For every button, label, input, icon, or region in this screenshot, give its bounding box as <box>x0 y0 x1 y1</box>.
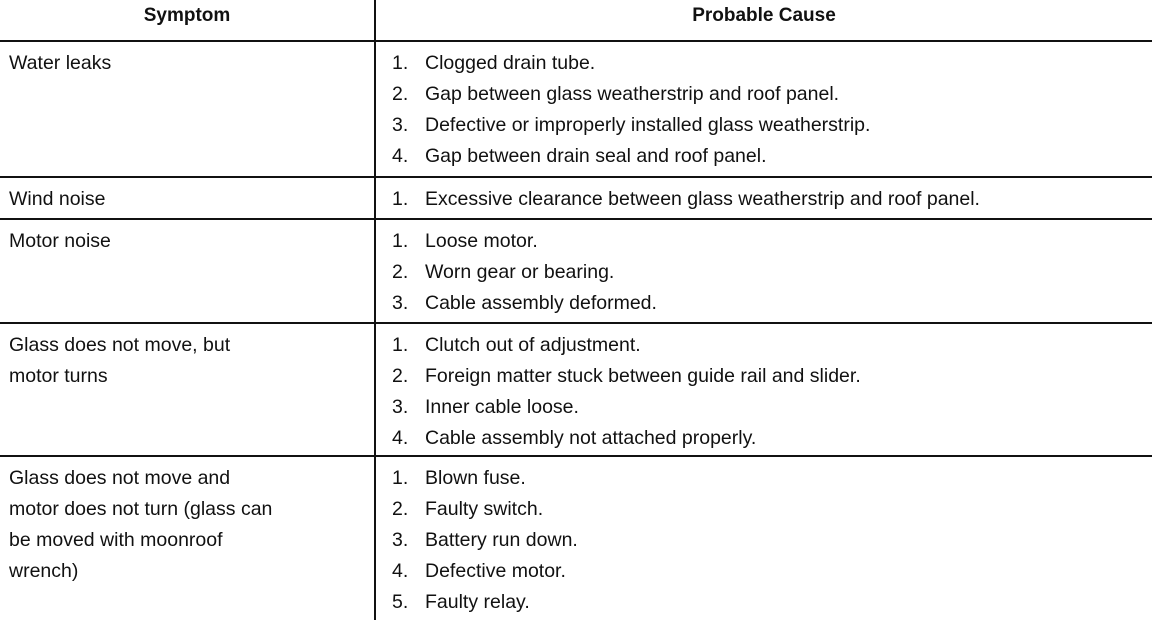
cause-item <box>392 288 1147 319</box>
row-divider <box>0 218 1152 220</box>
cause-text: Gap between drain seal and roof panel. <box>425 145 767 167</box>
cause-item <box>392 141 1147 172</box>
cause-number: 1. <box>392 334 409 356</box>
cause-number: 3. <box>392 529 409 551</box>
cause-list <box>392 330 1147 454</box>
cause-item <box>392 494 1147 525</box>
cause-item <box>392 392 1147 423</box>
cause-number: 2. <box>392 261 409 283</box>
cause-number: 1. <box>392 467 409 489</box>
column-divider <box>374 0 376 620</box>
cause-number: 4. <box>392 560 409 582</box>
cause-number: 2. <box>392 365 409 387</box>
cause-item <box>392 423 1147 454</box>
cause-text: Faulty switch. <box>425 498 544 520</box>
cause-text: Inner cable loose. <box>425 396 579 418</box>
cause-number: 4. <box>392 427 409 449</box>
cause-number: 1. <box>392 52 409 74</box>
cause-text: Faulty relay. <box>425 591 530 613</box>
symptom-cell: Wind noise <box>9 188 106 210</box>
symptom-cell: Glass does not move, but motor turns <box>9 334 231 387</box>
cause-text: Defective or improperly installed glass weatherstrip. <box>425 114 871 136</box>
cause-number: 2. <box>392 83 409 105</box>
cause-item <box>392 556 1147 587</box>
cause-text: Foreign matter stuck between guide rail and slider. <box>425 365 861 387</box>
cause-text: Clogged drain tube. <box>425 52 596 74</box>
cause-number: 3. <box>392 396 409 418</box>
cause-item <box>392 226 1147 257</box>
cause-text: Loose motor. <box>425 230 538 252</box>
header-probable-cause: Probable Cause <box>692 5 836 26</box>
cause-text: Cable assembly deformed. <box>425 292 657 314</box>
cause-item <box>392 79 1147 110</box>
header-symptom: Symptom <box>143 5 231 26</box>
cause-number: 1. <box>392 188 409 210</box>
cause-number: 4. <box>392 145 409 167</box>
cause-item <box>392 525 1147 556</box>
cause-text: Cable assembly not attached properly. <box>425 427 757 449</box>
cause-list <box>392 48 1147 172</box>
cause-number: 3. <box>392 292 409 314</box>
cause-item <box>392 463 1147 494</box>
row-divider <box>0 455 1152 457</box>
cause-list <box>392 184 1147 215</box>
cause-item <box>392 257 1147 288</box>
header-divider <box>0 40 1152 42</box>
cause-text: Blown fuse. <box>425 467 526 489</box>
cause-item <box>392 110 1147 141</box>
cause-text: Defective motor. <box>425 560 566 582</box>
cause-number: 2. <box>392 498 409 520</box>
cause-number: 5. <box>392 591 409 613</box>
cause-text: Worn gear or bearing. <box>425 261 615 283</box>
cause-text: Excessive clearance between glass weatherstrip and roof panel. <box>425 188 980 210</box>
cause-text: Clutch out of adjustment. <box>425 334 641 356</box>
cause-number: 3. <box>392 114 409 136</box>
cause-text: Battery run down. <box>425 529 578 551</box>
symptom-cell: Motor noise <box>9 230 111 252</box>
cause-item <box>392 184 1147 215</box>
cause-item <box>392 48 1147 79</box>
cause-item <box>392 587 1147 618</box>
row-divider <box>0 322 1152 324</box>
symptom-cell: Water leaks <box>9 52 112 74</box>
row-divider <box>0 176 1152 178</box>
cause-item <box>392 330 1147 361</box>
symptom-cell: Glass does not move and motor does not turn (glass can be moved with moonroof wrench) <box>9 467 273 582</box>
cause-list <box>392 463 1147 618</box>
cause-text: Gap between glass weatherstrip and roof panel. <box>425 83 840 105</box>
cause-item <box>392 361 1147 392</box>
cause-list <box>392 226 1147 319</box>
cause-number: 1. <box>392 230 409 252</box>
